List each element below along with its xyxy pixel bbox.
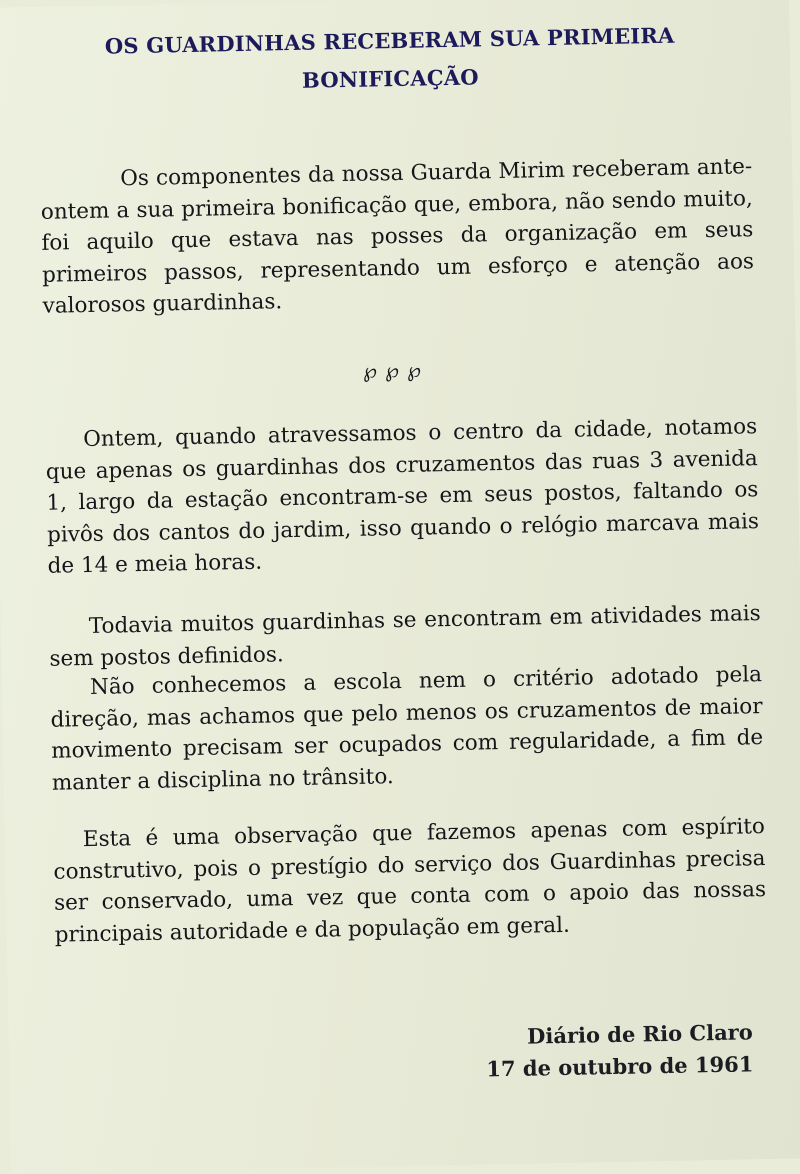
article-title-line1: OS GUARDINHAS RECEBERAM SUA PRIMEIRA bbox=[104, 22, 675, 59]
paragraph-4: Não conhecemos a escola nem o critério adotado pela direção, mas achamos que pelo menos os cruzamentos de maior movimento precisam ser ocupados com regularidade, a fim de manter a disciplina no trânsito. bbox=[50, 662, 764, 796]
source-newspaper: Diário de Rio Claro bbox=[526, 1019, 753, 1049]
publication-date: 17 de outubro de 1961 bbox=[486, 1051, 754, 1082]
paragraph-1: Os componentes da nossa Guarda Mirim receberam ante-ontem a sua primeira bonificação que, embora, não sendo muito, foi aquilo que estava nas posses da organização em seus primeiros passos, representando um esforço e atenção aos valorosos guardinhas. bbox=[40, 154, 755, 319]
paragraph-5: Esta é uma observação que fazemos apenas com espírito construtivo, pois o prestígio do serviço dos Guardinhas precisa ser conservado, uma vez que conta com o apoio das nossas principais autoridade e da população em geral. bbox=[53, 814, 767, 948]
ornament-divider: ℘℘℘ bbox=[362, 357, 430, 383]
paragraph-3: Todavia muitos guardinhas se encontram em atividades mais sem postos definidos. bbox=[49, 601, 761, 672]
article-title-line2: BONIFICAÇÃO bbox=[301, 64, 479, 93]
paragraph-2: Ontem, quando atravessamos o centro da cidade, notamos que apenas os guardinhas dos cruzamentos das ruas 3 avenida 1, largo da estação encontram-se em seus postos, faltando os pivôs dos cantos do jardim, isso quando o relógio marcava mais de 14 e meia horas. bbox=[45, 414, 760, 579]
